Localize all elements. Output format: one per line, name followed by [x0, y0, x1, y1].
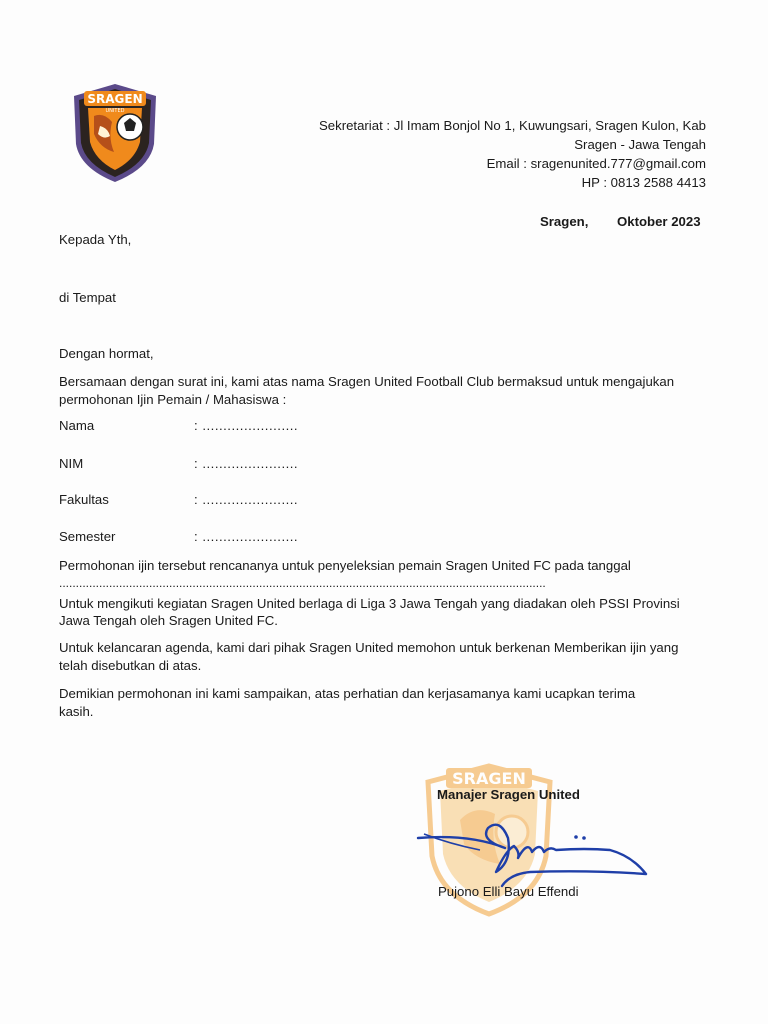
- intro-paragraph-line-1: Bersamaan dengan surat ini, kami atas nama Sragen United Football Club bermaksud untuk mengajukan: [59, 374, 675, 389]
- schedule-date-blank: ..................................................................................................................................................: [59, 576, 546, 590]
- purpose-paragraph-line-1: Untuk mengikuti kegiatan Sragen United berlaga di Liga 3 Jawa Tengah yang diadakan oleh PSSI Provinsi: [59, 596, 680, 611]
- handwritten-signature: [410, 800, 650, 890]
- field-label-nim: NIM: [59, 456, 84, 471]
- club-crest-logo: [70, 82, 160, 184]
- field-value-fakultas: : .......................: [194, 492, 299, 507]
- closing-paragraph-line-1: Demikian permohonan ini kami sampaikan, atas perhatian dan kerjasamanya kami ucapkan terima: [59, 686, 636, 701]
- svg-text:SRAGEN: SRAGEN: [452, 769, 526, 788]
- greeting-line: Dengan hormat,: [59, 346, 154, 361]
- intro-paragraph-line-2: permohonan Ijin Pemain / Mahasiswa :: [59, 392, 287, 407]
- signatory-title: Manajer Sragen United: [437, 787, 580, 802]
- letterhead-phone: HP : 0813 2588 4413: [581, 175, 706, 190]
- svg-text:SRAGEN: SRAGEN: [87, 92, 143, 106]
- schedule-paragraph: Permohonan ijin tersebut rencananya untuk penyeleksian pemain Sragen United FC pada tanggal: [59, 558, 631, 573]
- svg-text:UNITED: UNITED: [105, 108, 125, 114]
- request-paragraph-line-2: telah disebutkan di atas.: [59, 658, 202, 673]
- purpose-paragraph-line-2: Jawa Tengah oleh Sragen United FC.: [59, 613, 278, 628]
- date-city: Sragen,: [540, 214, 589, 229]
- field-label-fakultas: Fakultas: [59, 492, 109, 507]
- letterhead-email: Email : sragenunited.777@gmail.com: [486, 156, 706, 171]
- date-value: Oktober 2023: [617, 214, 701, 229]
- letterhead-address: [319, 116, 706, 192]
- closing-paragraph-line-2: kasih.: [59, 704, 94, 719]
- field-label-semester: Semester: [59, 529, 116, 544]
- letterhead-secretariat: Sekretariat : Jl Imam Bonjol No 1, Kuwungsari, Sragen Kulon, Kab: [318, 118, 706, 133]
- letterhead-region: Sragen - Jawa Tengah: [574, 137, 706, 152]
- field-value-semester: : .......................: [194, 529, 299, 544]
- request-paragraph-line-1: Untuk kelancaran agenda, kami dari pihak Sragen United memohon untuk berkenan Memberikan ijin yang: [59, 640, 679, 655]
- signatory-name: Pujono Elli Bayu Effendi: [438, 884, 579, 899]
- field-label-nama: Nama: [59, 418, 95, 433]
- field-value-nim: : .......................: [194, 456, 299, 471]
- place-line: di Tempat: [59, 290, 116, 305]
- recipient-line: Kepada Yth,: [59, 232, 132, 247]
- field-value-nama: : .......................: [194, 418, 299, 433]
